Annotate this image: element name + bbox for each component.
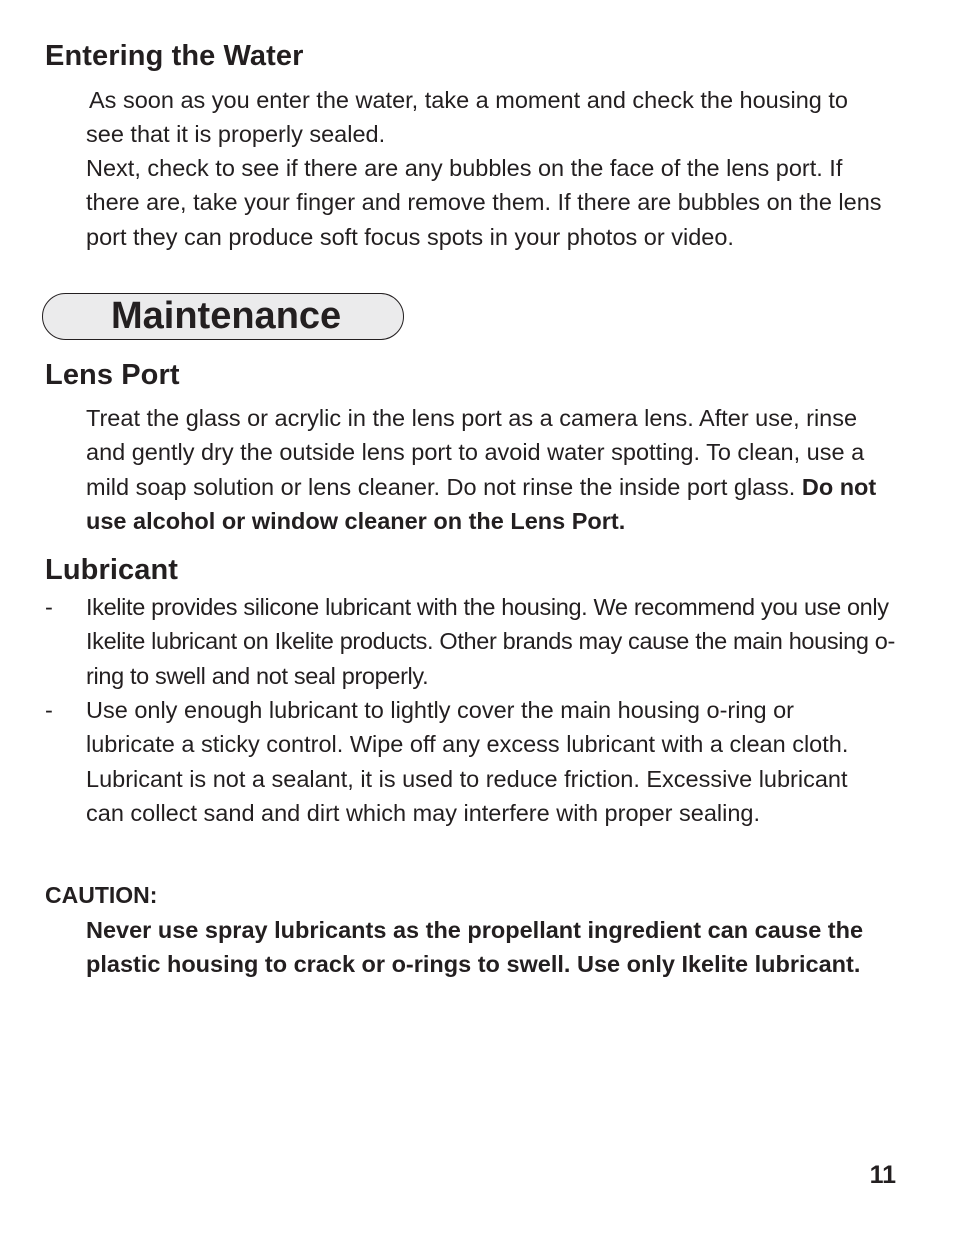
section-heading-lens-port: Lens Port (45, 359, 180, 391)
lens-port-paragraph (86, 401, 886, 538)
entering-paragraph-2: Next, check to see if there are any bubbles on the face of the lens port. If there are, take your finger and remove them. If there are bubbles on the lens port they can produce soft focus spots in your photos or video. (86, 155, 882, 250)
lens-port-warning: Do not use alcohol or window cleaner on the Lens Port. (86, 473, 877, 534)
section-heading-entering-water: Entering the Water (45, 40, 304, 72)
lubricant-item-1: Ikelite provides silicone lubricant with the housing. We recommend you use only Ikelite lubricant on Ikelite products. Other brands may cause the main housing o-ring to swell and not seal properly. (86, 594, 895, 689)
maintenance-title: Maintenance (111, 295, 342, 337)
bullet-marker: - (45, 697, 53, 723)
caution-text: Never use spray lubricants as the propellant ingredient can cause the plastic housing to crack or o-rings to swell. Use only Ikelite lubricant. (86, 917, 864, 978)
lubricant-item-2: Use only enough lubricant to lightly cover the main housing o-ring or lubricate a sticky control. Wipe off any excess lubricant with a clean cloth. Lubricant is not a sealant, it is used to reduce friction. Excessive lubricant can collect sand and dirt which may interfere with proper sealing. (86, 697, 849, 826)
maintenance-banner (42, 293, 404, 340)
entering-paragraph-1: As soon as you enter the water, take a moment and check the housing to see that it is properly sealed. (86, 87, 848, 148)
lens-port-text: Treat the glass or acrylic in the lens port as a camera lens. After use, rinse and gently dry the outside lens port to avoid water spotting. To clean, use a mild soap solution or lens cleaner. Do not rinse the inside port glass. (86, 405, 865, 500)
section-heading-lubricant: Lubricant (45, 554, 179, 586)
caution-label: CAUTION: (45, 882, 158, 908)
bullet-marker: - (45, 594, 53, 620)
page-number: 11 (869, 1161, 896, 1189)
